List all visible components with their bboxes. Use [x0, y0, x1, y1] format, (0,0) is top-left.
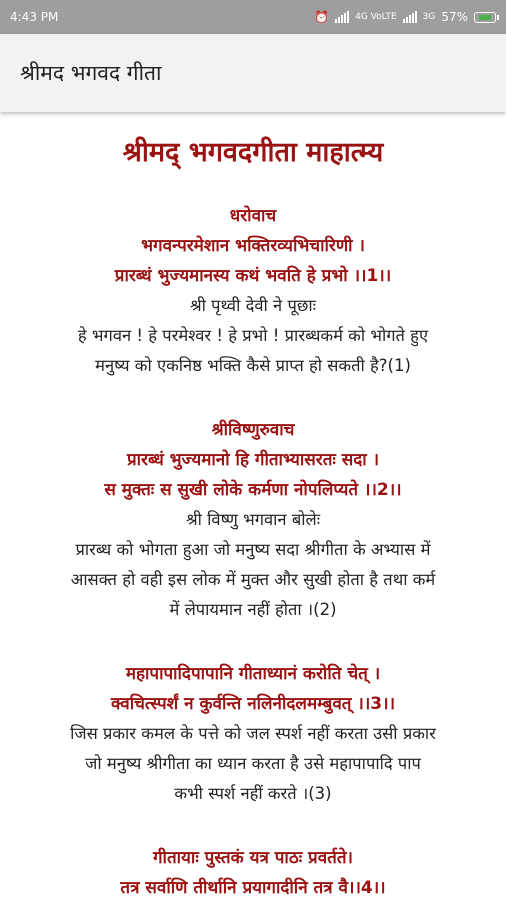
status-icons — [314, 10, 496, 24]
translation-line: जो मनुष्य श्रीगीता का ध्यान करता है उसे महापापादि पाप — [85, 754, 421, 773]
translation-line: आसक्त हो वही इस लोक में मुक्त और सुखी होता है तथा कर्म — [70, 570, 436, 589]
translation-line: हे भगवन ! हे परमेश्वर ! हे प्रभो ! प्रारब्धकर्म को भोगते हुए — [77, 326, 429, 345]
signal-icon-2 — [403, 11, 417, 23]
translation-line: श्री विष्णु भगवान बोलेः — [185, 510, 321, 529]
translation-line: मनुष्य को एकनिष्ठ भक्ति कैसे प्राप्त हो सकती है?(1) — [95, 356, 411, 375]
verse-1 — [8, 201, 498, 381]
battery-icon — [474, 12, 496, 23]
verse-speaker: श्रीविष्णुरुवाच — [211, 420, 295, 440]
verse-3 — [8, 659, 498, 809]
verse-speaker: धरोवाच — [229, 206, 277, 226]
translation-line: श्री पृथ्वी देवी ने पूछाः — [189, 296, 317, 315]
verse-4 — [8, 843, 498, 903]
signal-icon — [335, 11, 349, 23]
shloka-line: प्रारब्धं भुज्यमानस्य कथं भवति हे प्रभो ।।1।। — [114, 266, 392, 286]
translation-line: प्रारब्ध को भोगता हुआ जो मनुष्य सदा श्रीगीता के अभ्यास में — [75, 540, 431, 559]
shloka-line: क्वचित्स्पर्शं न कुर्वन्ति नलिनीदलमम्बुवत् ।।3।। — [110, 694, 396, 714]
shloka-line: तत्र सर्वाणि तीर्थानि प्रयागादीनि तत्र वै।।4।। — [120, 878, 386, 898]
translation-line: जिस प्रकार कमल के पत्ते को जल स्पर्श नहीं करता उसी प्रकार — [70, 724, 436, 743]
network-label-1: 4G VoLTE — [355, 11, 397, 22]
shloka-line: स मुक्तः स सुखी लोके कर्मणा नोपलिप्यते ।।2।। — [104, 480, 402, 500]
network-label-2: 3G — [422, 11, 436, 22]
shloka-line: गीतायाः पुस्तकं यत्र पाठः प्रवर्तते। — [152, 848, 353, 868]
status-bar — [0, 0, 506, 34]
app-bar — [0, 34, 506, 112]
content-scroll-area[interactable] — [0, 112, 506, 903]
shloka-line: प्रारब्धं भुज्यमानो हि गीताभ्यासरतः सदा । — [126, 450, 380, 470]
verse-2 — [8, 415, 498, 625]
shloka-line: भगवन्परमेशान भक्तिरव्यभिचारिणी । — [141, 236, 365, 256]
page-heading: श्रीमद् भगवदगीता माहात्म्य — [122, 137, 384, 168]
app-title: श्रीमद भगवद गीता — [20, 61, 162, 85]
status-time: 4:43 PM — [10, 10, 59, 24]
shloka-line: महापापादिपापानि गीताध्यानं करोति चेत् । — [125, 664, 381, 684]
battery-percent: 57% — [441, 10, 468, 24]
alarm-icon: ⏰ — [314, 10, 330, 24]
translation-line: कभी स्पर्श नहीं करते ।(3) — [174, 784, 332, 803]
translation-line: में लेपायमान नहीं होता ।(2) — [169, 600, 337, 619]
